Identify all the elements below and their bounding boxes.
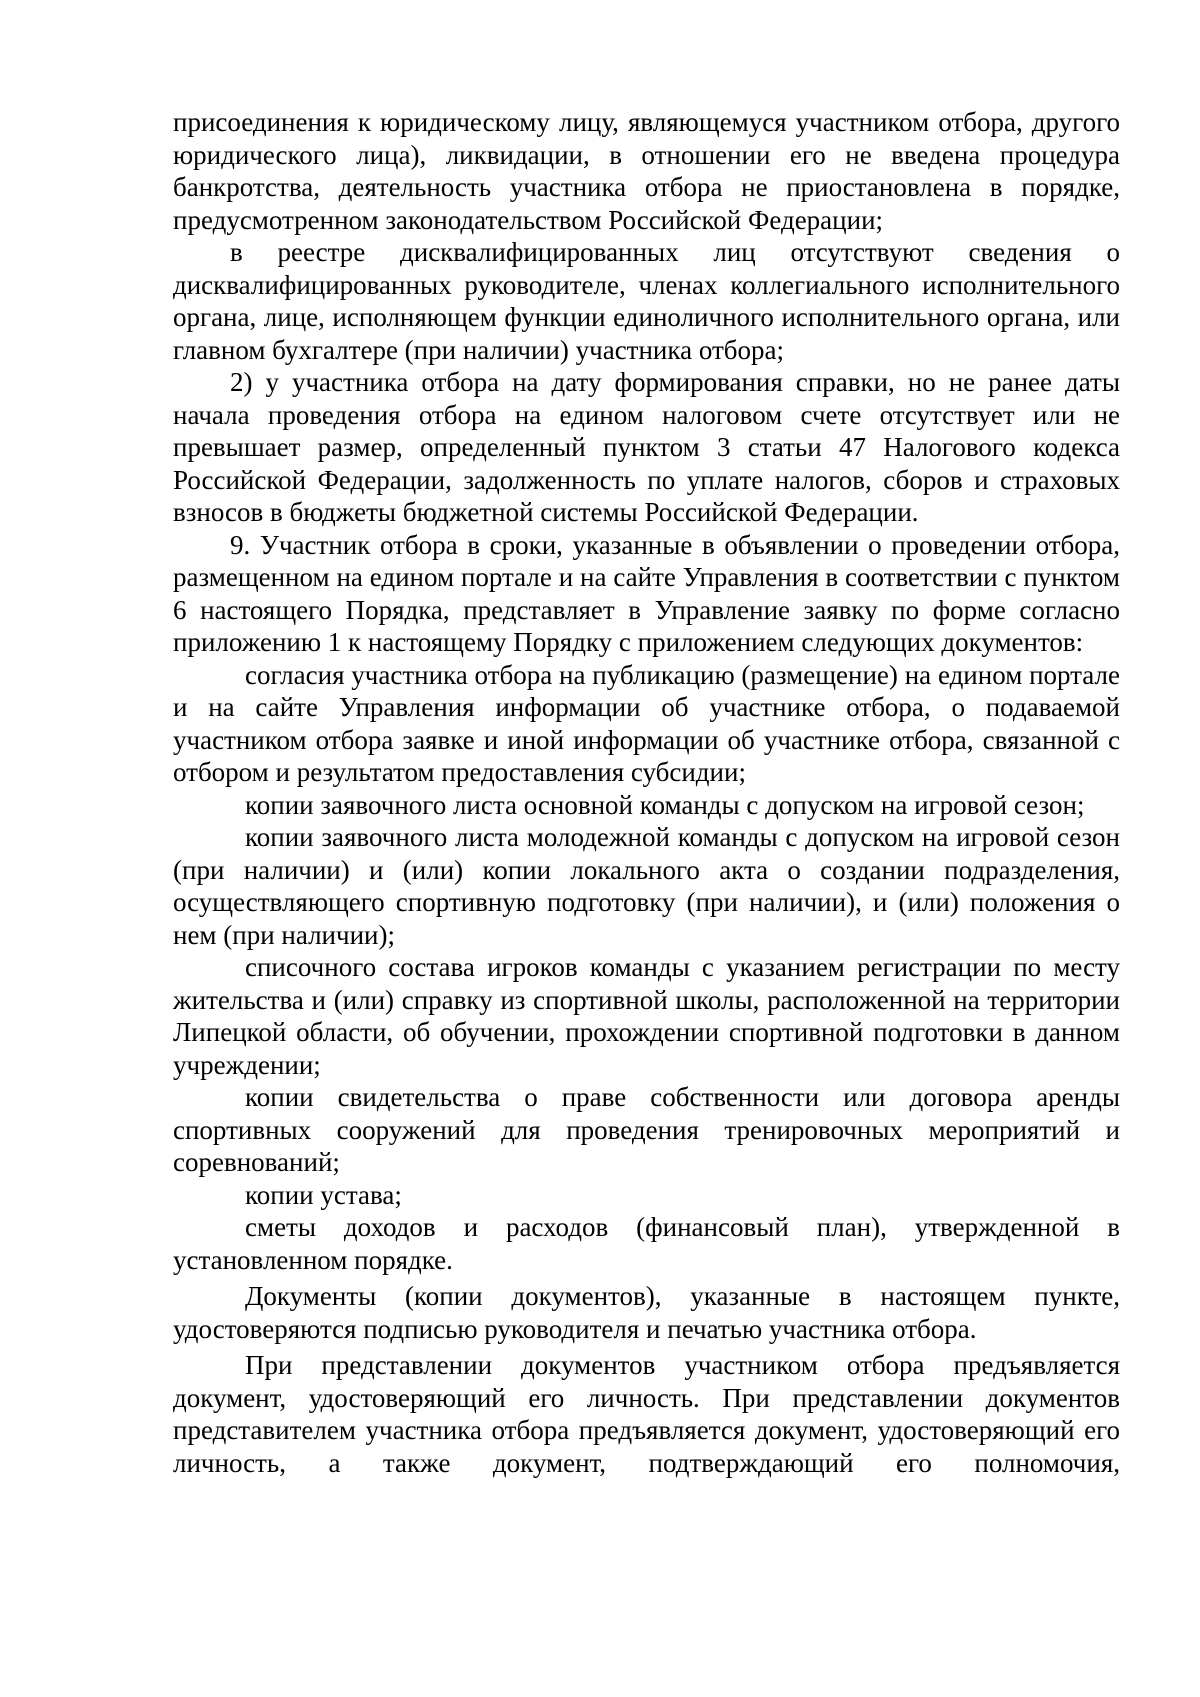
paragraph-budget-estimate: сметы доходов и расходов (финансовый план), утвержденной в установленном порядке. [173,1212,1120,1275]
paragraph-disqualified-registry: в реестре дисквалифицированных лиц отсутствуют сведения о дисквалифицированных руководителе, членах коллегиального исполнительного органа, лице, исполняющем функции единоличного исполнительного органа, или главном бухгалтере (при наличии) участника отбора; [173,237,1120,365]
paragraph-roster: списочного состава игроков команды с указанием регистрации по месту жительства и (или) справку из спортивной школы, расположенной на территории Липецкой области, об обучении, прохождении спортивной подготовки в данном учреждении; [173,952,1120,1080]
paragraph-consent: согласия участника отбора на публикацию (размещение) на едином портале и на сайте Управления информации об участнике отбора, о подаваемой участником отбора заявке и иной информации об участнике отбора, связанной с отбором и результатом предоставления субсидии; [173,659,1120,787]
paragraph-main-team-copy: копии заявочного листа основной команды с допуском на игровой сезон; [245,789,1085,820]
paragraph-ownership-certificate: копии свидетельства о праве собственности или договора аренды спортивных сооружений для проведения тренировочных мероприятий и соревнований; [173,1082,1120,1177]
paragraph-item-9: 9. Участник отбора в сроки, указанные в объявлении о проведении отбора, размещенном на едином портале и на сайте Управления в соответствии с пунктом 6 настоящего Порядка, представляет в Управление заявку по форме согласно приложению 1 к настоящему Порядку с приложением следующих документов: [173,529,1120,657]
paragraph-youth-team-copy: копии заявочного листа молодежной команды с допуском на игровой сезон (при наличии) и (или) копии локального акта о создании подразделения, осуществляющего спортивную подготовку (при наличии), и (или) положения о нем (при наличии); [173,822,1120,950]
paragraph-charter-copy: копии устава; [245,1179,402,1210]
paragraph-documents-certified: Документы (копии документов), указанные в настоящем пункте, удостоверяются подписью руководителя и печатью участника отбора. [173,1281,1120,1344]
paragraph-item-2: 2) у участника отбора на дату формирования справки, но не ранее даты начала проведения отбора на едином налоговом счете отсутствует или не превышает размер, определенный пунктом 3 статьи 47 Налогового кодекса Российской Федерации, задолженность по уплате налогов, сборов и страховых взносов в бюджеты бюджетной системы Российской Федерации. [173,367,1120,527]
document-page [173,106,1120,1479]
paragraph-identity-documents: При представлении документов участником отбора предъявляется документ, удостоверяющий его личность. При представлении документов представителем участника отбора предъявляется документ, удостоверяющий его личность, а также документ, подтверждающий его полномочия, [173,1350,1120,1478]
paragraph-continuation: присоединения к юридическому лицу, являющемуся участником отбора, другого юридического лица), ликвидации, в отношении его не введена процедура банкротства, деятельность участника отбора не приостановлена в порядке, предусмотренном законодательством Российской Федерации; [173,107,1120,235]
